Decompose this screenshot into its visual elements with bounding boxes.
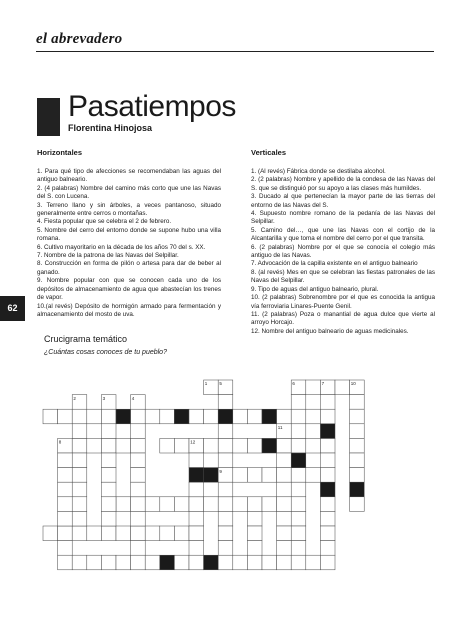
crossword-cell[interactable] (247, 526, 262, 541)
crossword-cell[interactable] (58, 453, 73, 468)
crossword-title: Crucigrama temático (44, 334, 128, 344)
crossword-cell[interactable] (233, 555, 248, 570)
crossword-block-cell (204, 555, 219, 570)
crossword-cell[interactable] (277, 482, 292, 497)
crossword-cell[interactable] (320, 438, 335, 453)
crossword-number: 12 (190, 439, 196, 445)
article-author: Florentina Hinojosa (68, 123, 153, 133)
crossword-cell[interactable] (131, 438, 146, 453)
crossword-cell[interactable] (320, 541, 335, 556)
crossword-cell[interactable] (204, 438, 219, 453)
crossword-cell[interactable] (350, 409, 365, 424)
crossword-cell[interactable] (58, 468, 73, 483)
crossword-cell[interactable] (277, 438, 292, 453)
crossword-cell[interactable] (101, 497, 116, 512)
crossword-cell[interactable] (291, 497, 306, 512)
crossword-block-cell (350, 482, 365, 497)
crossword-cell[interactable] (116, 497, 131, 512)
crossword-cell[interactable] (291, 424, 306, 439)
crossword-block-cell (320, 482, 335, 497)
crossword-cell[interactable] (233, 497, 248, 512)
clue-horizontal-6: 6. Cultivo mayoritario en la década de los años 70 del s. XX. (37, 243, 206, 251)
crossword-block-cell (116, 409, 131, 424)
crossword-cell[interactable] (160, 438, 175, 453)
crossword-cell[interactable] (72, 497, 87, 512)
crossword-cell[interactable] (306, 380, 321, 395)
crossword-cell[interactable] (131, 541, 146, 556)
crossword-cell[interactable] (101, 438, 116, 453)
crossword-cell[interactable] (218, 395, 233, 410)
crossword-cell[interactable] (320, 497, 335, 512)
crossword-cell[interactable] (306, 438, 321, 453)
clue-vertical-8: 8. (al revés) Mes en que se celebran las fiestas patronales de las Navas del Selpillar. (251, 268, 435, 285)
crossword-cell[interactable] (218, 438, 233, 453)
clue-vertical-3: 3. Ducado al que pertenecían la mayor parte de las tierras del entorno de las Navas del S. (251, 193, 435, 209)
crossword-cell[interactable] (101, 468, 116, 483)
crossword-cell[interactable] (101, 453, 116, 468)
crossword-cell[interactable] (131, 424, 146, 439)
clue-vertical-2: 2. (2 palabras) Nombre y apellido de la condesa de las Navas del S. que se distinguió por su apoyo a las clases más humildes. (251, 176, 435, 192)
crossword-cell[interactable] (189, 497, 204, 512)
clue-vertical-12: 12. Nombre del antiguo balneario de aguas medicinales. (251, 327, 409, 335)
clue-horizontal-8: 8. Construcción en forma de pilón o artesa para dar de beber al ganado. (37, 260, 221, 276)
clue-vertical-10: 10. (2 palabras) Sobrenombre por el que es conocida la antigua vía ferroviaria Linares-Puente Genil. (251, 294, 435, 310)
clue-vertical-6: 6. (2 palabras) Nombre por el que se conocía el colegio más antiguo de las Navas. (251, 243, 435, 260)
crossword-cell[interactable] (320, 511, 335, 526)
crossword-cell[interactable] (277, 453, 292, 468)
crossword-cell[interactable] (72, 424, 87, 439)
crossword-cell[interactable] (218, 555, 233, 570)
crossword-cell[interactable] (262, 497, 277, 512)
crossword-cell[interactable] (58, 409, 73, 424)
crossword-block-cell (204, 468, 219, 483)
crossword-cell[interactable] (131, 497, 146, 512)
crossword-cell[interactable] (131, 511, 146, 526)
crossword-cell[interactable] (320, 395, 335, 410)
crossword-cell[interactable] (72, 555, 87, 570)
crossword-cell[interactable] (72, 453, 87, 468)
crossword-number: 7 (321, 381, 325, 387)
crossword-cell[interactable] (58, 497, 73, 512)
crossword-cell[interactable] (291, 526, 306, 541)
clue-vertical-9: 9. Tipo de aguas del antiguo balneario, plural. (251, 285, 379, 293)
crossword-cell[interactable] (350, 453, 365, 468)
crossword-cell[interactable] (335, 380, 350, 395)
clue-vertical-7: 7. Advocación de la capilla existente en el antiguo balneario (251, 260, 418, 268)
crossword-cell[interactable] (43, 409, 58, 424)
crossword-cell[interactable] (247, 438, 262, 453)
crossword-cell[interactable] (72, 482, 87, 497)
crossword-cell[interactable] (204, 409, 219, 424)
crossword-cell[interactable] (174, 497, 189, 512)
crossword-cell[interactable] (277, 555, 292, 570)
crossword-cell[interactable] (291, 409, 306, 424)
crossword-cell[interactable] (145, 409, 160, 424)
crossword-cell[interactable] (58, 541, 73, 556)
crossword-block-cell (218, 409, 233, 424)
crossword-cell[interactable] (101, 511, 116, 526)
clue-horizontal-9: 9. Nombre popular con que se conocen cada uno de los depósitos de almacenamiento de agua que abastecían los trenes de vapor. (37, 277, 221, 302)
crossword-cell[interactable] (189, 453, 204, 468)
crossword-cell[interactable] (247, 541, 262, 556)
clue-vertical-5: 5. Camino del…, que une las Navas con el cortijo de la Alcantarilla y que toma el nombre del cerro por el que transita. (251, 226, 435, 243)
crossword-cell[interactable] (218, 526, 233, 541)
crossword-cell[interactable] (247, 511, 262, 526)
clue-horizontal-3: 3. Terreno llano y sin árboles, a veces pantanoso, situado generalmente entre cerros o montañas. (37, 201, 221, 218)
crossword-cell[interactable] (247, 555, 262, 570)
crossword-cell[interactable] (204, 497, 219, 512)
crossword-cell[interactable] (189, 555, 204, 570)
crossword-cell[interactable] (87, 526, 102, 541)
crossword-cell[interactable] (350, 497, 365, 512)
section-masthead: el abrevadero (36, 31, 123, 47)
crossword-cell[interactable] (101, 555, 116, 570)
crossword-cell[interactable] (233, 409, 248, 424)
crossword-cell[interactable] (101, 482, 116, 497)
crossword-cell[interactable] (101, 424, 116, 439)
crossword-cell[interactable] (101, 409, 116, 424)
clue-vertical-4: 4. Supuesto nombre romano de la pedanía de las Navas del Selpillar. (251, 210, 435, 226)
crossword-cell[interactable] (160, 409, 175, 424)
crossword-cell[interactable] (277, 511, 292, 526)
crossword-block-cell (320, 424, 335, 439)
crossword-cell[interactable] (233, 468, 248, 483)
clue-vertical-11: 11. (2 palabras) Poza o manantial de agua dulce que vierte al arroyo Horcajo. (251, 310, 435, 327)
crossword-cell[interactable] (291, 438, 306, 453)
crossword-number: 9 (219, 468, 222, 474)
crossword-cell[interactable] (291, 482, 306, 497)
crossword-cell[interactable] (218, 453, 233, 468)
crossword-cell[interactable] (43, 526, 58, 541)
crossword-cell[interactable] (277, 409, 292, 424)
page-number-tab: 62 (0, 296, 25, 321)
crossword-cell[interactable] (131, 555, 146, 570)
crossword-cell[interactable] (116, 438, 131, 453)
crossword-cell[interactable] (174, 555, 189, 570)
crossword-cell[interactable] (277, 541, 292, 556)
clue-horizontal-1: 1. Para qué tipo de afecciones se recomendaban las aguas del antiguo balneario. (37, 168, 221, 184)
crossword-cell[interactable] (247, 468, 262, 483)
crossword-cell[interactable] (291, 511, 306, 526)
crossword-cell[interactable] (247, 409, 262, 424)
crossword-cell[interactable] (189, 511, 204, 526)
crossword-cell[interactable] (350, 395, 365, 410)
crossword-cell[interactable] (291, 541, 306, 556)
crossword-cell[interactable] (291, 555, 306, 570)
crossword-cell[interactable] (320, 409, 335, 424)
crossword-block-cell (189, 468, 204, 483)
crossword-cell[interactable] (145, 526, 160, 541)
crossword-cell[interactable] (233, 438, 248, 453)
crossword-cell[interactable] (320, 526, 335, 541)
crossword-number: 5 (219, 381, 222, 387)
crossword-cell[interactable] (160, 497, 175, 512)
crossword-cell[interactable] (306, 555, 321, 570)
crossword-block-cell (262, 409, 277, 424)
crossword-cell[interactable] (131, 482, 146, 497)
crossword-block-cell (262, 438, 277, 453)
clue-horizontal-7: 7. Nombre de la patrona de las Navas del Selpillar. (37, 252, 179, 260)
crossword-cell[interactable] (262, 468, 277, 483)
crossword-cell[interactable] (131, 453, 146, 468)
clue-horizontal-2: 2. (4 palabras) Nombre del camino más corto que une las Navas del S. con Lucena. (37, 184, 221, 201)
crossword-cell[interactable] (291, 468, 306, 483)
crossword-number: 1 (204, 381, 208, 387)
crossword-cell[interactable] (247, 497, 262, 512)
crossword-cell[interactable] (291, 395, 306, 410)
crossword-cell[interactable] (58, 526, 73, 541)
crossword-number: 2 (73, 395, 76, 401)
crossword-cell[interactable] (160, 526, 175, 541)
crossword-number: 11 (277, 425, 283, 430)
crossword-cell[interactable] (72, 468, 87, 483)
crossword-block-cell (174, 409, 189, 424)
crossword-cell[interactable] (277, 526, 292, 541)
crossword-number: 6 (292, 381, 295, 387)
verticales-heading: Verticales (251, 148, 287, 157)
crossword-cell[interactable] (131, 468, 146, 483)
crossword-cell[interactable] (72, 409, 87, 424)
crossword-cell[interactable] (218, 497, 233, 512)
crossword-number: 4 (131, 395, 135, 401)
crossword-cell[interactable] (174, 438, 189, 453)
crossword-number: 8 (58, 439, 62, 445)
crossword-cell[interactable] (306, 409, 321, 424)
clue-horizontal-10: 10.(al revés) Depósito de hormigón armado para fermentación y almacenamiento del mosto de uva. (37, 302, 221, 318)
crossword-cell[interactable] (306, 468, 321, 483)
crossword-cell[interactable] (116, 555, 131, 570)
crossword-cell[interactable] (189, 482, 204, 497)
crossword-cell[interactable] (58, 482, 73, 497)
crossword-block-cell (291, 453, 306, 468)
crossword-cell[interactable] (72, 526, 87, 541)
crossword-cell[interactable] (189, 526, 204, 541)
crossword-cell[interactable] (350, 438, 365, 453)
crossword-cell[interactable] (218, 541, 233, 556)
horizontales-heading: Horizontales (37, 148, 83, 157)
article-title: Pasatiempos (68, 90, 236, 123)
crossword-cell[interactable] (58, 511, 73, 526)
clue-horizontal-4: 4. Fiesta popular que se celebra el 2 de febrero. (37, 218, 172, 226)
crossword-cell[interactable] (277, 468, 292, 483)
crossword-cell[interactable] (131, 526, 146, 541)
crossword-cell[interactable] (189, 409, 204, 424)
crossword-cell[interactable] (320, 453, 335, 468)
crossword-cell[interactable] (87, 555, 102, 570)
crossword-cell[interactable] (218, 424, 233, 439)
crossword-block-cell (160, 555, 175, 570)
clue-vertical-1: 1. (Al revés) Fábrica donde se destilaba alcohol. (251, 168, 386, 175)
crossword-cell[interactable] (145, 555, 160, 570)
crossword-cell[interactable] (189, 541, 204, 556)
crossword-cell[interactable] (131, 409, 146, 424)
crossword-cell[interactable] (350, 468, 365, 483)
crossword-cell[interactable] (174, 526, 189, 541)
crossword-cell[interactable] (262, 555, 277, 570)
crossword-cell[interactable] (277, 497, 292, 512)
clue-horizontal-5: 5. Nombre del cerro del entorno donde se supone hubo una villa romana. (37, 226, 221, 243)
crossword-cell[interactable] (320, 555, 335, 570)
crossword-cell[interactable] (218, 482, 233, 497)
crossword-cell[interactable] (72, 438, 87, 453)
crossword-number: 3 (102, 395, 106, 401)
crossword-cell[interactable] (116, 526, 131, 541)
crossword-cell[interactable] (320, 468, 335, 483)
crossword-cell[interactable] (87, 438, 102, 453)
crossword-cell[interactable] (58, 555, 73, 570)
crossword-cell[interactable] (218, 511, 233, 526)
crossword-number: 10 (350, 381, 356, 387)
crossword-cell[interactable] (101, 526, 116, 541)
crossword-cell[interactable] (87, 409, 102, 424)
crossword-cell[interactable] (350, 424, 365, 439)
crossword-subtitle: ¿Cuántas cosas conoces de tu pueblo? (44, 349, 167, 356)
crossword-cell[interactable] (72, 511, 87, 526)
crossword-cell[interactable] (145, 497, 160, 512)
